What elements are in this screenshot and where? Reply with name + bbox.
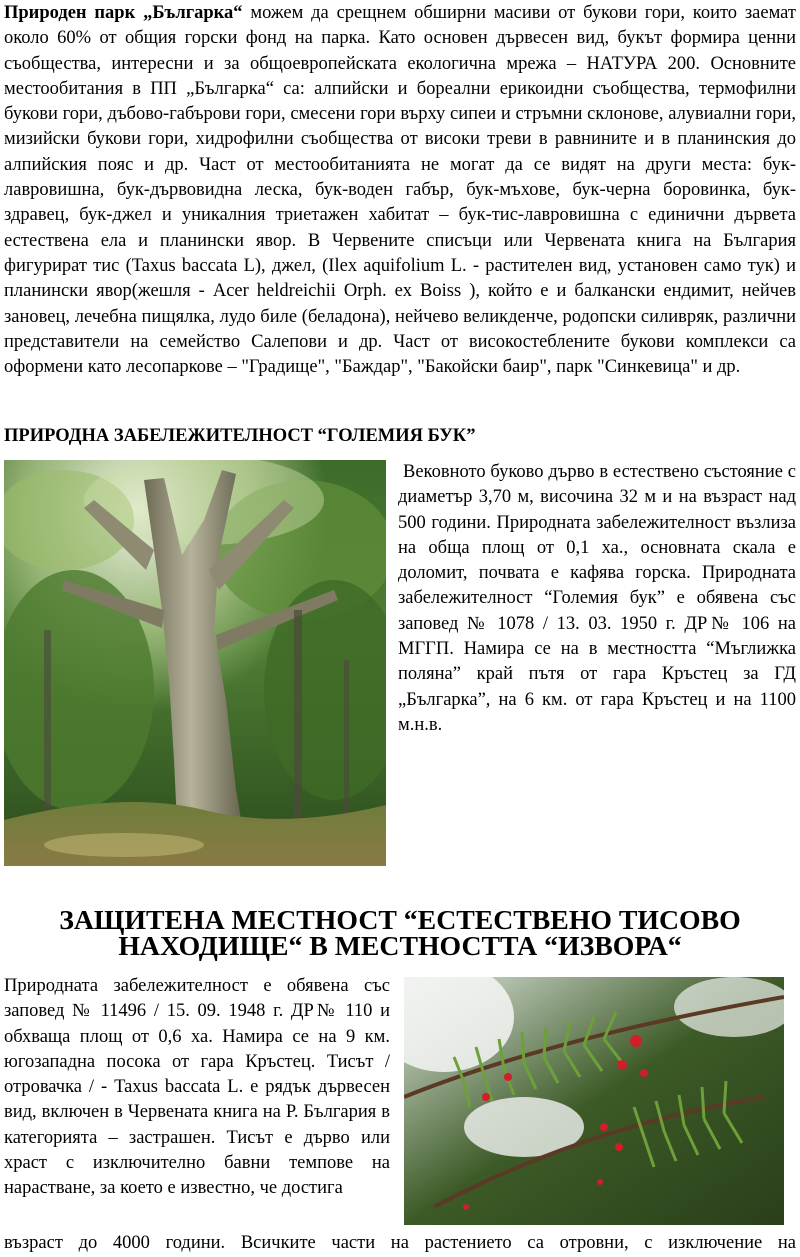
intro-lead: Природен парк „Българка“ <box>4 3 243 23</box>
great-beech-photo <box>4 460 386 866</box>
section-heading-yew-site: ЗАЩИТЕНА МЕСТНОСТ “ЕСТЕСТВЕНО ТИСОВО НАХОДИЩЕ“ В МЕСТНОСТТА “ИЗВОРА“ <box>59 905 741 962</box>
intro-paragraph <box>4 1 796 380</box>
great-beech-description: Вековното буково дърво в естествено състояние с диаметър 3,70 м, височина 32 м и на възраст над 500 години. Природната забележителност възлиза на обща площ от 0,1 ха., основната скала е доломит, почвата е кафява горска. Природната забележителност “Големия бук” е обявена със заповед № 1078 / 13. 03. 1950 г. ДР№ 106 на МГГП. Намира се на в местността “Мъглижка поляна” край пътя от гара Кръстец за ГД „Българка”, на 6 км. от гара Кръстец и на 1100 м.н.в. <box>398 462 796 735</box>
yew-branch-photo <box>404 977 784 1225</box>
yew-description-continued: възраст до 4000 години. Всичките части на растението са отровни, с изключение на <box>4 1233 796 1253</box>
intro-body: можем да срещнем обширни масиви от букови гори, които заемат около 60% от общия горски фонд на парка. Като основен дървесен вид, букът формира ценни съобщества, интересни и за общоевропейската екологична мрежа – НАТУРА 200. Основните местообитания в ПП „Българка“ са: алпийски и бореални ерикоидни съобщества, термофилни букови гори, дъбово-габърови гори, смесени гори върху сипеи и стръмни склонове, алувиални гори, мизийски букови гори, хидрофилни съобщества от високи треви в равнините и в планинския до алпийския пояс и др. Част от местообитанията не могат да се видят на други места: бук-лавровишна, бук-дървовидна леска, бук-воден габър, бук-мъхове, бук-черна боровинка, бук-здравец, бук-джел и уникалния триетажен хабитат – бук-тис-лавровишна с единични дървета естествена ела и планински явор. В Червените списъци или Червената книга на България фигурират тис (Taxus baccata L), джел, (Ilex aquifolium L. - растителен вид, установен само тук) и планински явор(жешля - Acer heldreichii Orph. ex Boiss ), който е и балкански ендимит, нейчев зановец, лечебна пищялка, лудо биле (беладона), нейчево великденче, родопски силивряк, различни представители на семейство Салепови и др. Част от високостеблените букови комплекси са оформени като лесопаркове – "Градище", "Баждар", "Бакойски баир", парк "Синкевица" и др. <box>4 3 797 378</box>
section-heading-great-beech: ПРИРОДНА ЗАБЕЛЕЖИТЕЛНОСТ “ГОЛЕМИЯ БУК” <box>4 426 476 446</box>
yew-description: Природната забележителност е обявена със заповед № 11496 / 15. 09. 1948 г. ДР№ 110 и обхваща площ от 0,6 ха. Намира се на 9 км. югозападна посока от гара Кръстец. Тисът /отровачка / - Taxus baccata L. е рядък дървесен вид, включен в Червената книга на Р. България в категорията – застрашен. Тисът е дърво или храст с изключително бавни темпове на нарастване, за което е известно, че достига <box>4 976 390 1199</box>
